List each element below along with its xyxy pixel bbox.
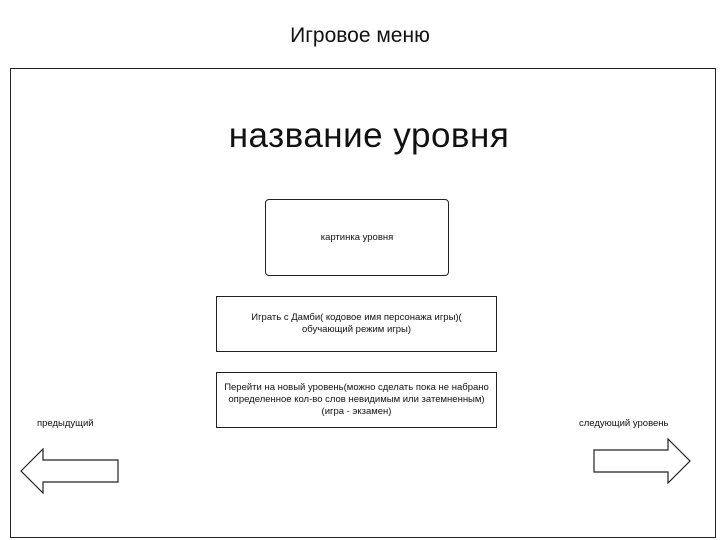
next-level-label: следующий уровень [579,418,669,429]
new-level-exam-button[interactable] [216,372,497,428]
next-level-button[interactable] [592,438,692,484]
play-tutorial-label: Играть с Дамби( кодовое имя персонажа игры)( обучающий режим игры) [251,312,462,335]
level-name-heading: название уровня [228,116,510,155]
arrow-right-icon [592,438,692,484]
arrow-left-icon [20,448,120,494]
play-tutorial-button[interactable] [216,296,497,352]
slide-title: Игровое меню [290,24,430,47]
level-picture-label: картинка уровня [320,231,394,243]
previous-level-button[interactable] [20,448,120,494]
previous-level-label: предыдущий [37,418,94,429]
new-level-exam-label: Перейти на новый уровень(можно сделать пока не набрано определенное кол-во слов невидимым или затемненным)(игра - экзамен) [224,382,489,417]
level-picture-box [265,199,449,276]
